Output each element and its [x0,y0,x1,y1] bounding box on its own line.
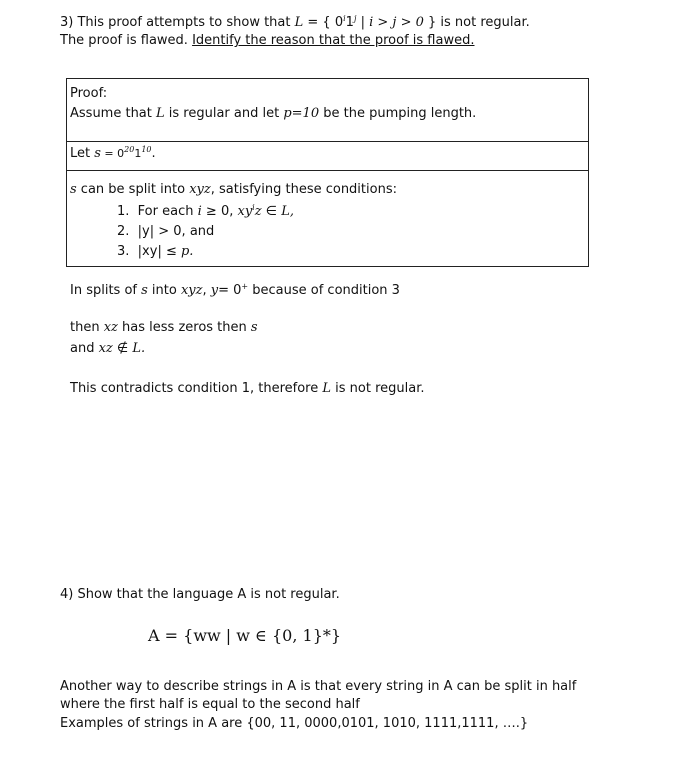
proof-text: is regular and let [164,106,284,121]
proof-math: s [94,146,101,161]
proof-text: 1 [134,147,142,160]
proof-math: L, [281,204,294,219]
body-math: xyz [180,283,203,298]
proof-text: |y| > 0, and [137,224,215,239]
proof-assumption [70,106,476,121]
q3-text: = { 0 [303,15,344,30]
body-text: In splits of [70,283,142,298]
q3-text: | [356,15,370,30]
q3-text: 3) This proof attempts to show that [60,15,295,30]
q3-instruction [60,33,474,48]
body-text: , [202,283,211,298]
q3-text: The proof is flawed. [60,33,193,48]
body-math: L [322,381,331,396]
proof-exponent: 20 [124,145,135,154]
proof-text: be the pumping length. [319,106,477,121]
q4-title: 4) Show that the language A is not regular. [60,587,340,602]
proof-let-s [70,145,156,161]
proof-math: p=10 [283,106,320,121]
proof-text: . [151,146,156,161]
not-in-language-claim [70,341,145,356]
proof-text: can be split into [76,182,190,197]
body-math: s [141,283,148,298]
proof-text: , satisfying these conditions: [210,182,397,197]
condition-number: 1. [117,204,130,219]
q3-text: 1 [345,15,354,30]
proof-exponent: i [252,203,255,212]
proof-text: |xy| ≤ [137,244,181,259]
proof-text: Let [70,146,95,161]
q3-exponent: i [343,14,346,23]
q3-language-symbol: L [294,15,304,30]
body-text: because of condition 3 [248,283,400,298]
body-text: into [147,283,181,298]
body-math: xz [98,341,113,356]
body-math: y [210,283,219,298]
body-text: is not regular. [331,381,425,396]
fewer-zeros-claim [70,320,258,335]
body-text: = 0 [218,283,242,298]
condition-2 [117,224,214,239]
proof-box [66,78,589,267]
q3-text: } is not regular. [423,15,530,30]
q4-description-line1: Another way to describe strings in A is that every string in A can be split in half [60,679,577,694]
body-exponent: + [241,282,249,291]
proof-math: p. [180,244,194,259]
proof-math: i [197,204,202,219]
proof-split-statement [70,182,397,197]
q4-formula: A = {ww | w ∈ {0, 1}*} [148,626,342,645]
proof-text: For each [137,204,198,219]
proof-title: Proof: [70,86,108,101]
body-math: s [250,320,258,335]
proof-math: xyz [189,182,211,197]
q3-underlined-task: Identify the reason that the proof is flawed. [192,33,475,48]
body-text: then [70,320,104,335]
proof-text: Assume that [70,106,157,121]
body-text: and [70,341,99,356]
q3-statement [60,14,530,30]
proof-text: ∈ [261,204,282,219]
proof-divider [67,141,588,142]
proof-math: s [70,182,77,197]
body-text: This contradicts condition 1, therefore [70,381,323,396]
q3-condition: i > j > 0 [369,15,424,30]
condition-number: 3. [117,244,130,259]
proof-math: L [156,106,165,121]
q4-description-line2: where the first half is equal to the second half [60,697,360,712]
body-math: xz [103,320,118,335]
condition-number: 2. [117,224,130,239]
condition-1 [117,203,294,219]
body-text: has less zeros then [117,320,251,335]
body-text: ∉ [112,341,133,356]
proof-text: ≥ 0, [201,204,238,219]
proof-divider [67,170,588,171]
body-math: L. [132,341,146,356]
q3-exponent: j [353,14,357,23]
proof-exponent: 10 [141,145,152,154]
q4-examples: Examples of strings in A are {00, 11, 0000,0101, 1010, 1111,1111, ….} [60,716,529,731]
condition-3 [117,244,193,259]
proof-math: xy [237,204,253,219]
split-observation [70,282,400,298]
proof-math: z [254,204,262,219]
proof-text: = 0 [100,147,125,160]
conclusion [70,381,424,396]
